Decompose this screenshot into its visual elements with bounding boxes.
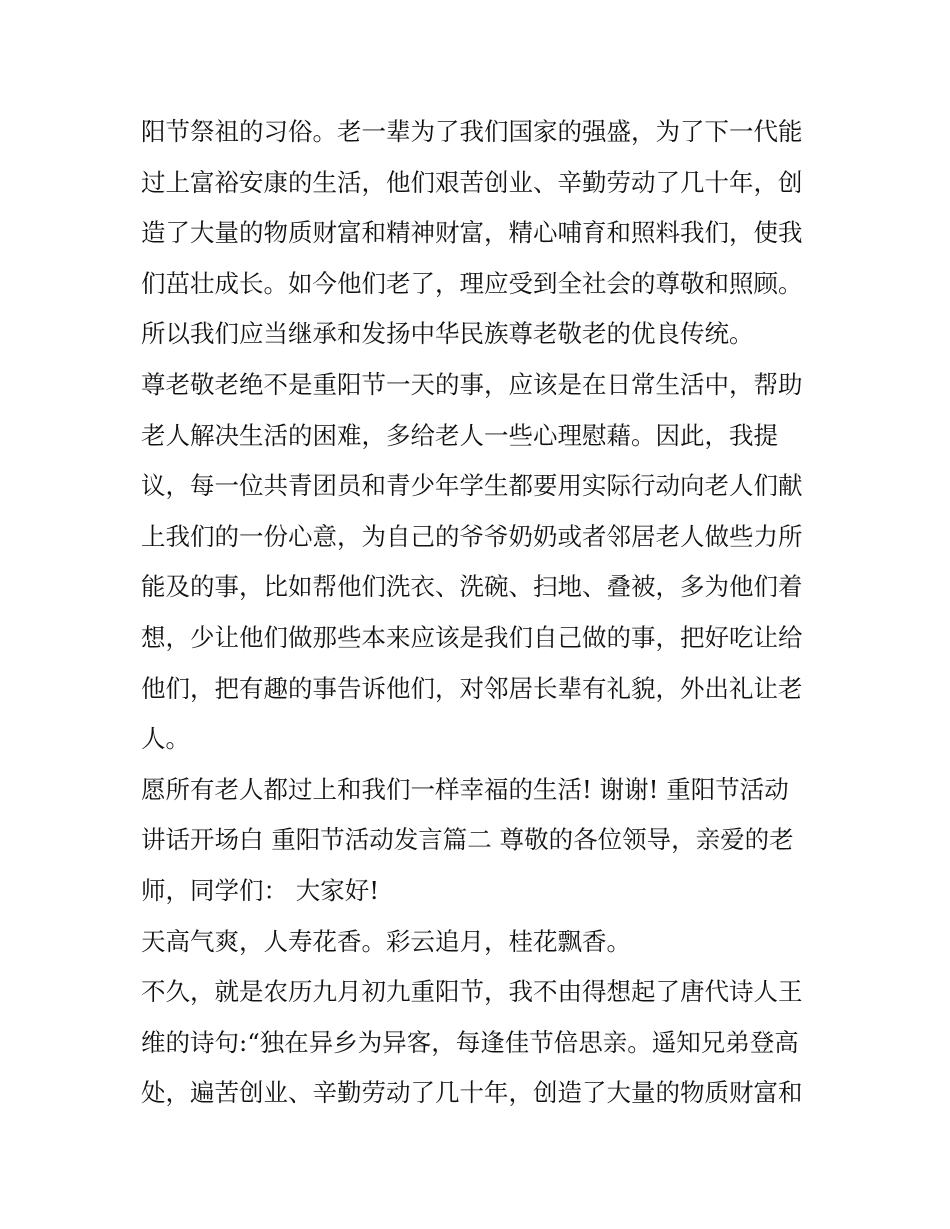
text-line: 他们，把有趣的事告诉他们，对邻居长辈有礼貌，外出礼让老	[141, 673, 803, 703]
text-line: 所以我们应当继承和发扬中华民族尊老敬老的优良传统。	[141, 319, 754, 349]
document-body	[141, 107, 821, 1119]
text-line: 愿所有老人都过上和我们一样幸福的生活! 谢谢! 重阳节活动	[141, 774, 789, 804]
text-line: 天高气爽，人寿花香。彩云追月，桂花飘香。	[141, 926, 631, 956]
text-line: 过上富裕安康的生活，他们艰苦创业、辛勤劳动了几十年，创	[141, 167, 803, 197]
text-line: 尊老敬老绝不是重阳节一天的事，应该是在日常生活中，帮助	[141, 369, 803, 399]
text-line: 上我们的一份心意，为自己的爷爷奶奶或者邻居老人做些力所	[141, 521, 803, 551]
text-line: 能及的事，比如帮他们洗衣、洗碗、扫地、叠被，多为他们着	[141, 572, 803, 602]
text-line: 处，遍苦创业、辛勤劳动了几十年，创造了大量的物质财富和	[141, 1078, 803, 1108]
text-line: 人。	[141, 724, 190, 754]
text-line: 维的诗句:“独在异乡为异客，每逢佳节倍思亲。遥知兄弟登高	[141, 1027, 799, 1057]
text-line: 师，同学们： 大家好!	[141, 875, 380, 905]
text-line: 阳节祭祖的习俗。老一辈为了我们国家的强盛，为了下一代能	[141, 117, 803, 146]
text-line: 讲话开场白 重阳节活动发言篇二 尊敬的各位领导，亲爱的老	[141, 825, 794, 855]
text-line: 们茁壮成长。如今他们老了，理应受到全社会的尊敬和照顾。	[141, 268, 803, 298]
text-line: 想，少让他们做那些本来应该是我们自己做的事，把好吃让给	[141, 622, 803, 652]
text-line: 议，每一位共青团员和青少年学生都要用实际行动向老人们献	[141, 471, 803, 501]
text-line: 老人解决生活的困难，多给老人一些心理慰藉。因此，我提	[141, 420, 778, 450]
text-line: 不久，就是农历九月初九重阳节，我不由得想起了唐代诗人王	[141, 977, 803, 1007]
text-line: 造了大量的物质财富和精神财富，精心哺育和照料我们，使我	[141, 218, 803, 248]
